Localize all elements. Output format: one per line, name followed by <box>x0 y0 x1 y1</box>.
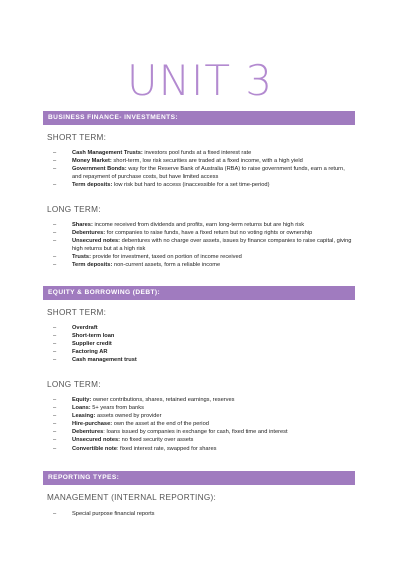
investments-long-term-list <box>53 221 353 270</box>
subheading-long-term: LONG TERM: <box>47 380 101 389</box>
borrowing-short-term-list <box>53 324 353 364</box>
list-item: – Supplier credit <box>53 341 112 348</box>
list-item: – Overdraft <box>53 325 98 331</box>
list-item: – Term deposits: non-current assets, form a reliable income <box>53 262 221 269</box>
list-item: – Hire-purchase: own the asset at the end of the period <box>53 421 209 428</box>
list-item: – Loans: 5+ years from banks <box>53 405 144 412</box>
list-item: – Debentures: loans issued by companies in exchange for cash, fixed time and interest <box>53 429 288 436</box>
list-item: – Factoring AR <box>53 349 108 356</box>
list-item: – Government Bonds: way for the Reserve Bank of Australia (RBA) to raise government funds, earn a return, and repayment of purchase costs, but have limited access <box>53 166 345 181</box>
section-heading-equity-borrowing: EQUITY & BORROWING (DEBT): <box>43 286 355 300</box>
list-item: – Unsecured notes: debentures with no charge over assets, issues by finance companies to raise capital, giving high returns but at a high risk <box>53 238 352 253</box>
list-item: – Trusts: provide for investment, taxed on portion of income received <box>53 254 242 261</box>
list-item: – Convertible note: fixed interest rate, swapped for shares <box>53 445 217 452</box>
list-item: – Cash management trust <box>53 357 137 364</box>
list-item: – Leasing: assets owned by provider <box>53 413 162 420</box>
list-item: – Money Market: short-term, low risk securities are traded at a fixed income, with a high yield <box>53 158 303 165</box>
list-item: – Shares: income received from dividends and profits, earn long-term returns but are high risk <box>53 222 305 228</box>
list-item: – Equity: owner contributions, shares, retained earnings, reserves <box>53 397 235 403</box>
list-item: – Cash Management Trusts: investors pool funds at a fixed interest rate <box>53 150 252 156</box>
reporting-list <box>53 510 353 518</box>
list-item: – Debentures: for companies to raise funds, have a fixed return but no voting rights or ownership <box>53 230 313 237</box>
list-item: – Special purpose financial reports <box>53 511 155 517</box>
subheading-management-reporting: MANAGEMENT (INTERNAL REPORTING): <box>47 493 217 502</box>
list-item: – Term deposits: low risk but hard to access (inaccessible for a set time-period) <box>53 182 270 189</box>
subheading-long-term: LONG TERM: <box>47 205 101 214</box>
list-item: – Unsecured notes: no fixed security over assets <box>53 437 194 444</box>
subheading-short-term: SHORT TERM: <box>47 133 107 142</box>
section-heading-reporting-types: REPORTING TYPES: <box>43 471 355 485</box>
section-heading-investments: BUSINESS FINANCE- INVESTMENTS: <box>43 111 355 125</box>
borrowing-long-term-list <box>53 396 353 453</box>
list-item: – Short-term loan <box>53 333 115 340</box>
investments-short-term-list <box>53 149 353 189</box>
subheading-short-term: SHORT TERM: <box>47 308 107 317</box>
page-title: UNIT 3 <box>126 56 274 105</box>
